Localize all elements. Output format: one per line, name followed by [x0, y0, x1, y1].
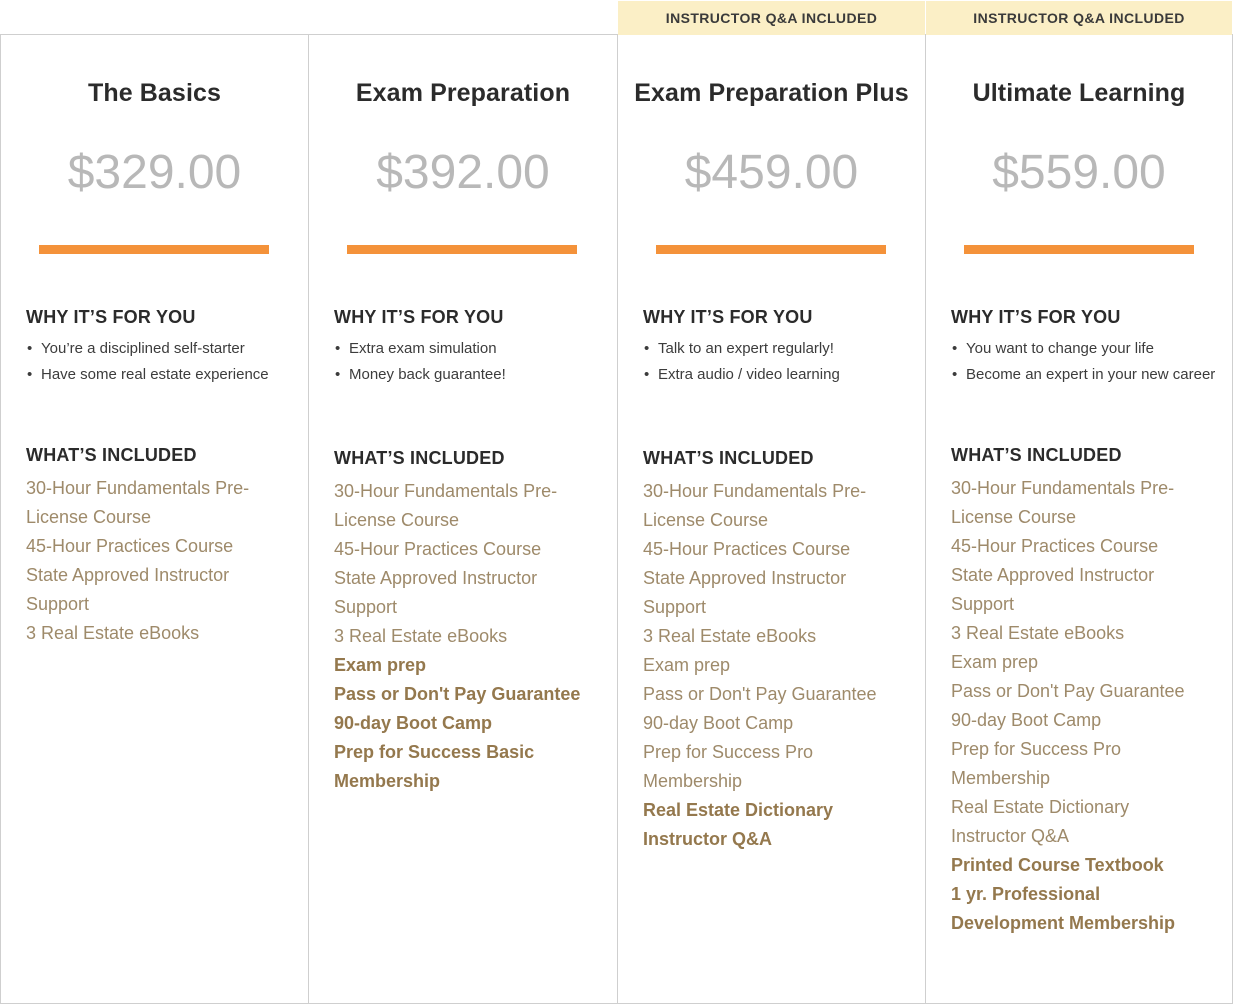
included-item: 30-Hour Fundamentals Pre-License Course [334, 481, 558, 530]
accent-divider [656, 245, 886, 254]
accent-divider [347, 245, 577, 254]
why-list [643, 336, 911, 388]
bullet-icon: • [335, 366, 341, 383]
included-item: 3 Real Estate eBooks [951, 623, 1125, 643]
bullet-icon: • [27, 340, 33, 357]
included-item: 30-Hour Fundamentals Pre-License Course [26, 478, 250, 527]
why-list [26, 336, 294, 388]
plan-title: Exam Preparation Plus [634, 79, 909, 107]
why-section [643, 307, 911, 388]
why-heading: WHY IT’S FOR YOU [951, 307, 1121, 327]
why-list [334, 336, 603, 388]
why-heading: WHY IT’S FOR YOU [643, 307, 813, 327]
included-item: 90-day Boot Camp [334, 713, 493, 733]
included-item: Exam prep [643, 655, 731, 675]
plan-card-exam-preparation-plus [617, 10, 926, 1004]
why-item: • You want to change your life [966, 336, 1218, 362]
included-item: Exam prep [951, 652, 1039, 672]
why-list [951, 336, 1218, 388]
plan-price: $459.00 [684, 146, 859, 199]
included-item: 3 Real Estate eBooks [334, 626, 508, 646]
included-item: Instructor Q&A [643, 829, 773, 849]
why-item: • Talk to an expert regularly! [658, 336, 911, 362]
included-item: Prep for Success Pro Membership [643, 742, 814, 791]
included-item: Prep for Success Pro Membership [951, 739, 1122, 788]
included-item: 45-Hour Practices Course [643, 539, 851, 559]
included-item: Real Estate Dictionary [951, 797, 1130, 817]
included-section [643, 448, 911, 854]
plan-price: $559.00 [992, 146, 1166, 199]
plan-price: $392.00 [376, 146, 550, 199]
plan-card-ultimate-learning [925, 10, 1233, 1004]
included-item: 30-Hour Fundamentals Pre-License Course [643, 481, 867, 530]
accent-divider [39, 245, 269, 254]
included-item: 30-Hour Fundamentals Pre-License Course [951, 478, 1175, 527]
included-item: Pass or Don't Pay Guarantee [643, 684, 877, 704]
included-heading: WHAT’S INCLUDED [643, 448, 814, 468]
included-item: State Approved Instructor Support [334, 568, 538, 617]
included-heading: WHAT’S INCLUDED [951, 445, 1122, 465]
included-list [334, 477, 603, 796]
plan-price: $329.00 [67, 146, 242, 199]
why-item: • Extra audio / video learning [658, 362, 911, 388]
included-item: 45-Hour Practices Course [334, 539, 542, 559]
bullet-icon: • [952, 340, 958, 357]
why-item: • Become an expert in your new career [966, 362, 1218, 388]
included-item: 45-Hour Practices Course [26, 536, 234, 556]
included-heading: WHAT’S INCLUDED [334, 448, 505, 468]
why-heading: WHY IT’S FOR YOU [26, 307, 196, 327]
why-heading: WHY IT’S FOR YOU [334, 307, 504, 327]
included-item: Pass or Don't Pay Guarantee [951, 681, 1185, 701]
included-section [334, 448, 603, 796]
included-list [26, 474, 294, 648]
plan-card-the-basics [0, 34, 309, 1004]
plan-title: Ultimate Learning [972, 79, 1186, 107]
plan-title: The Basics [87, 79, 221, 107]
included-item: Prep for Success Basic Membership [334, 742, 535, 791]
included-section [951, 445, 1218, 938]
included-item: 3 Real Estate eBooks [26, 623, 200, 643]
plan-banner: INSTRUCTOR Q&A INCLUDED [926, 1, 1232, 35]
included-heading: WHAT’S INCLUDED [26, 445, 197, 465]
bullet-icon: • [644, 366, 650, 383]
plan-card-exam-preparation [308, 34, 618, 1004]
bullet-icon: • [952, 366, 958, 383]
accent-divider [964, 245, 1194, 254]
included-list [951, 474, 1218, 938]
included-item: State Approved Instructor Support [643, 568, 847, 617]
bullet-icon: • [27, 366, 33, 383]
included-item: 45-Hour Practices Course [951, 536, 1159, 556]
included-item: 90-day Boot Camp [643, 713, 794, 733]
included-item: Real Estate Dictionary [643, 800, 834, 820]
why-section [334, 307, 603, 388]
plan-title: Exam Preparation [355, 79, 571, 107]
why-item: • Money back guarantee! [349, 362, 603, 388]
included-list [643, 477, 911, 854]
included-item: 90-day Boot Camp [951, 710, 1102, 730]
included-item: State Approved Instructor Support [26, 565, 230, 614]
why-section [26, 307, 294, 388]
bullet-icon: • [644, 340, 650, 357]
included-item: Instructor Q&A [951, 826, 1070, 846]
included-item: 3 Real Estate eBooks [643, 626, 817, 646]
included-section [26, 445, 294, 648]
included-item: State Approved Instructor Support [951, 565, 1155, 614]
why-item: • You’re a disciplined self-starter [41, 336, 294, 362]
why-item: • Have some real estate experience [41, 362, 294, 388]
why-section [951, 307, 1218, 388]
why-item: • Extra exam simulation [349, 336, 603, 362]
included-item: Pass or Don't Pay Guarantee [334, 684, 581, 704]
included-item: Exam prep [334, 655, 427, 675]
plan-banner: INSTRUCTOR Q&A INCLUDED [618, 1, 925, 35]
included-item: Printed Course Textbook [951, 855, 1164, 875]
included-item: 1 yr. Professional Development Membership [951, 884, 1176, 933]
bullet-icon: • [335, 340, 341, 357]
